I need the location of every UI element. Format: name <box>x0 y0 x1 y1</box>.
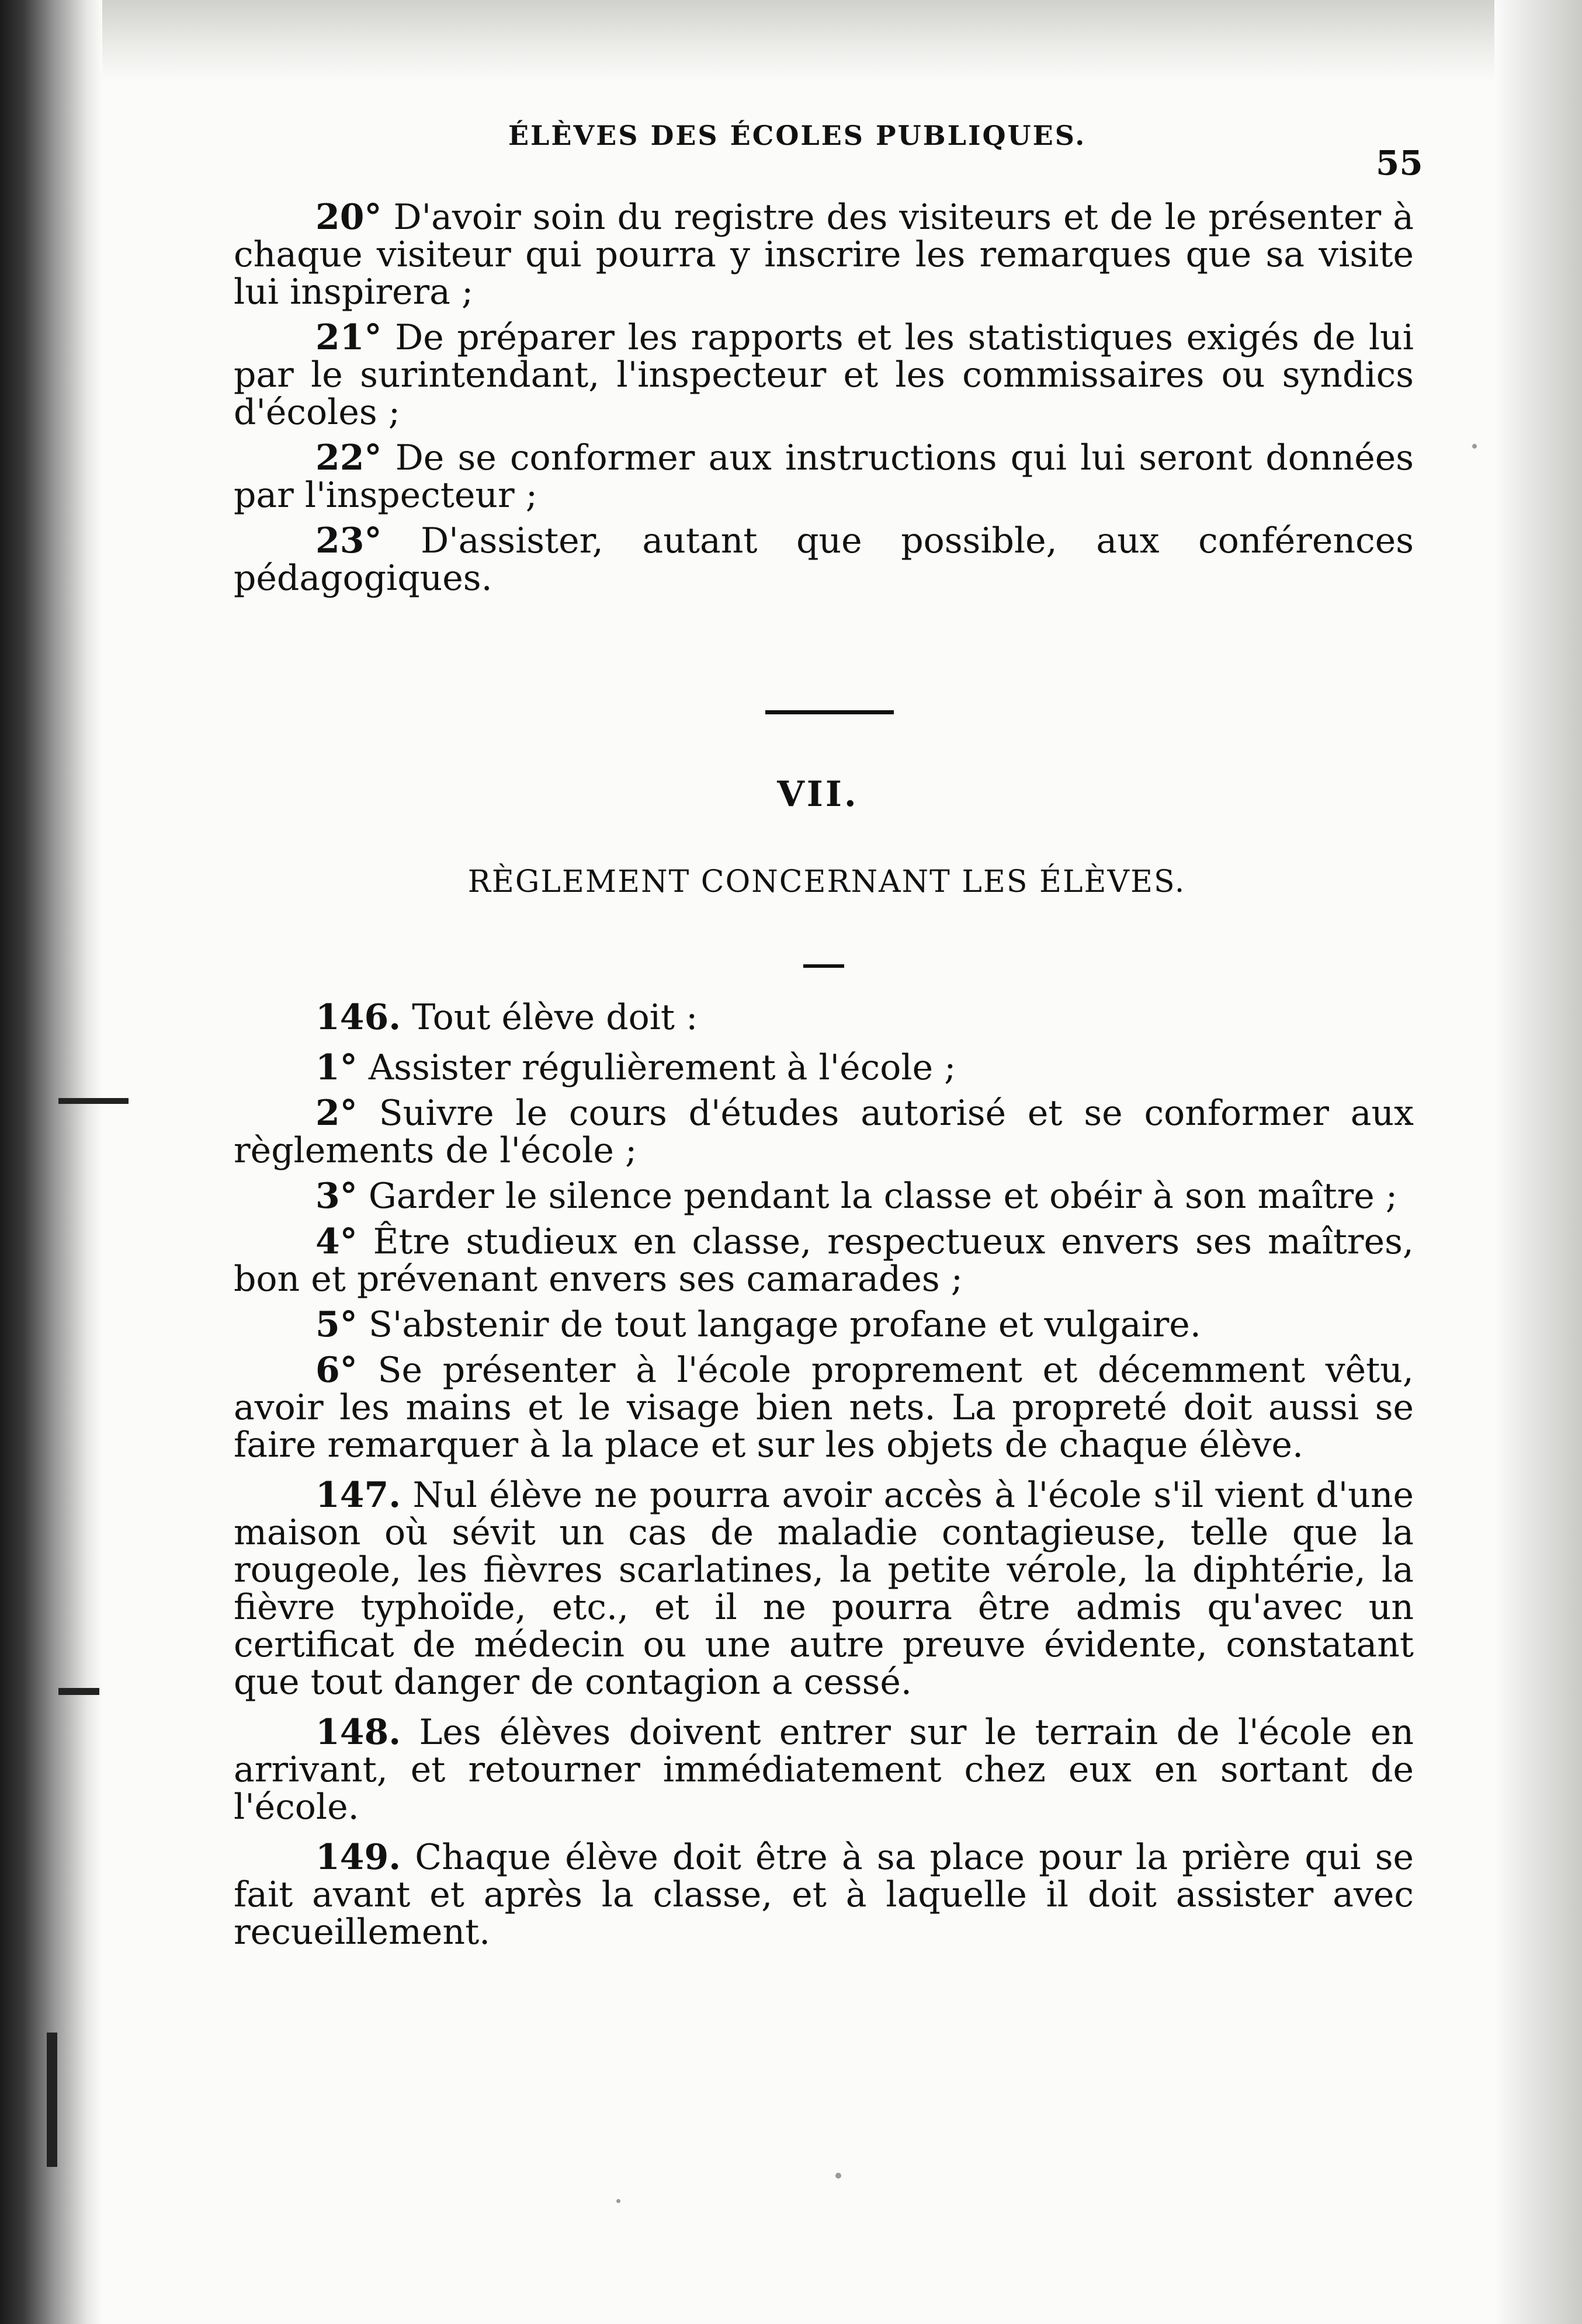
list-item <box>234 1352 1414 1464</box>
item-number: 2° <box>315 1093 358 1134</box>
page-right-edge <box>1494 0 1582 2324</box>
item-text: Être studieux en classe, respectueux envers ses maîtres, bon et prévenant envers ses camarades ; <box>234 1221 1414 1300</box>
article-number: 148. <box>315 1712 401 1753</box>
running-head: ÉLÈVES DES ÉCOLES PUBLIQUES. <box>508 120 1087 151</box>
item-number: 22° <box>315 437 382 478</box>
binding-mark <box>58 1098 129 1104</box>
item-text: Assister régulièrement à l'école ; <box>368 1047 956 1088</box>
list-item <box>234 1223 1414 1298</box>
item-number: 23° <box>315 520 382 561</box>
item-number: 3° <box>315 1176 358 1217</box>
list-item <box>234 199 1414 311</box>
item-text: De se conformer aux instructions qui lui seront données par l'inspecteur ; <box>234 437 1414 516</box>
section-divider-rule <box>765 710 894 714</box>
binding-mark <box>47 2033 57 2167</box>
page-top-edge <box>102 0 1494 82</box>
binding-mark <box>58 1688 99 1695</box>
section-number: VII. <box>777 774 859 815</box>
article-146 <box>234 999 1414 1036</box>
article-number: 146. <box>315 997 401 1038</box>
scan-speck <box>616 2199 620 2203</box>
article-text: Chaque élève doit être à sa place pour la prière qui se fait avant et après la classe, et à laquelle il doit assister avec recueillement. <box>234 1837 1414 1953</box>
item-number: 21° <box>315 317 382 358</box>
article-147 <box>234 1477 1414 1701</box>
page-binding-edge <box>0 0 102 2324</box>
list-item <box>234 522 1414 597</box>
section-title: RÈGLEMENT CONCERNANT LES ÉLÈVES. <box>467 864 1186 899</box>
scan-speck <box>1472 444 1477 449</box>
title-divider-rule <box>803 964 844 968</box>
item-text: Suivre le cours d'études autorisé et se conformer aux règlements de l'école ; <box>234 1093 1414 1171</box>
item-text: Se présenter à l'école proprement et décemment vêtu, avoir les mains et le visage bien nets. La propreté doit aussi se faire remarquer à la place et sur les objets de chaque élève. <box>234 1350 1414 1465</box>
item-number: 6° <box>315 1350 358 1391</box>
article-text: Nul élève ne pourra avoir accès à l'école s'il vient d'une maison où sévit un cas de maladie contagieuse, telle que la rougeole, les fièvres scarlatines, la petite vérole, la diphtérie, la fièvre typhoïde, etc., et il ne pourra être admis qu'avec un certificat de médecin ou une autre preuve évidente, constatant que tout danger de contagion a cessé. <box>234 1475 1414 1703</box>
article-149 <box>234 1839 1414 1951</box>
article-number: 147. <box>315 1475 401 1516</box>
article-number: 149. <box>315 1837 401 1878</box>
list-item <box>234 1049 1414 1086</box>
article-text: Les élèves doivent entrer sur le terrain de l'école en arrivant, et retourner immédiatement chez eux en sortant de l'école. <box>234 1712 1414 1828</box>
list-item <box>234 1095 1414 1169</box>
item-text: D'assister, autant que possible, aux conférences pédagogiques. <box>234 520 1414 599</box>
item-number: 1° <box>315 1047 358 1088</box>
item-text: Garder le silence pendant la classe et obéir à son maître ; <box>368 1176 1398 1217</box>
item-number: 5° <box>315 1304 358 1345</box>
article-text: Tout élève doit : <box>412 997 698 1038</box>
item-text: De préparer les rapports et les statistiques exigés de lui par le surintendant, l'inspecteur et les commissaires ou syndics d'écoles ; <box>234 317 1414 433</box>
articles-block <box>234 999 1414 1964</box>
scan-speck <box>835 2173 841 2179</box>
list-item <box>234 1177 1414 1215</box>
list-item <box>234 319 1414 431</box>
list-item <box>234 439 1414 514</box>
item-text: D'avoir soin du registre des visiteurs et de le présenter à chaque visiteur qui pourra y inscrire les remarques que sa visite lui inspirera ; <box>234 197 1414 312</box>
article-148 <box>234 1714 1414 1826</box>
item-number: 4° <box>315 1221 358 1262</box>
top-items-block <box>234 199 1414 605</box>
item-text: S'abstenir de tout langage profane et vulgaire. <box>368 1304 1201 1345</box>
item-number: 20° <box>315 197 382 238</box>
page-number: 55 <box>1376 143 1423 183</box>
list-item <box>234 1306 1414 1343</box>
